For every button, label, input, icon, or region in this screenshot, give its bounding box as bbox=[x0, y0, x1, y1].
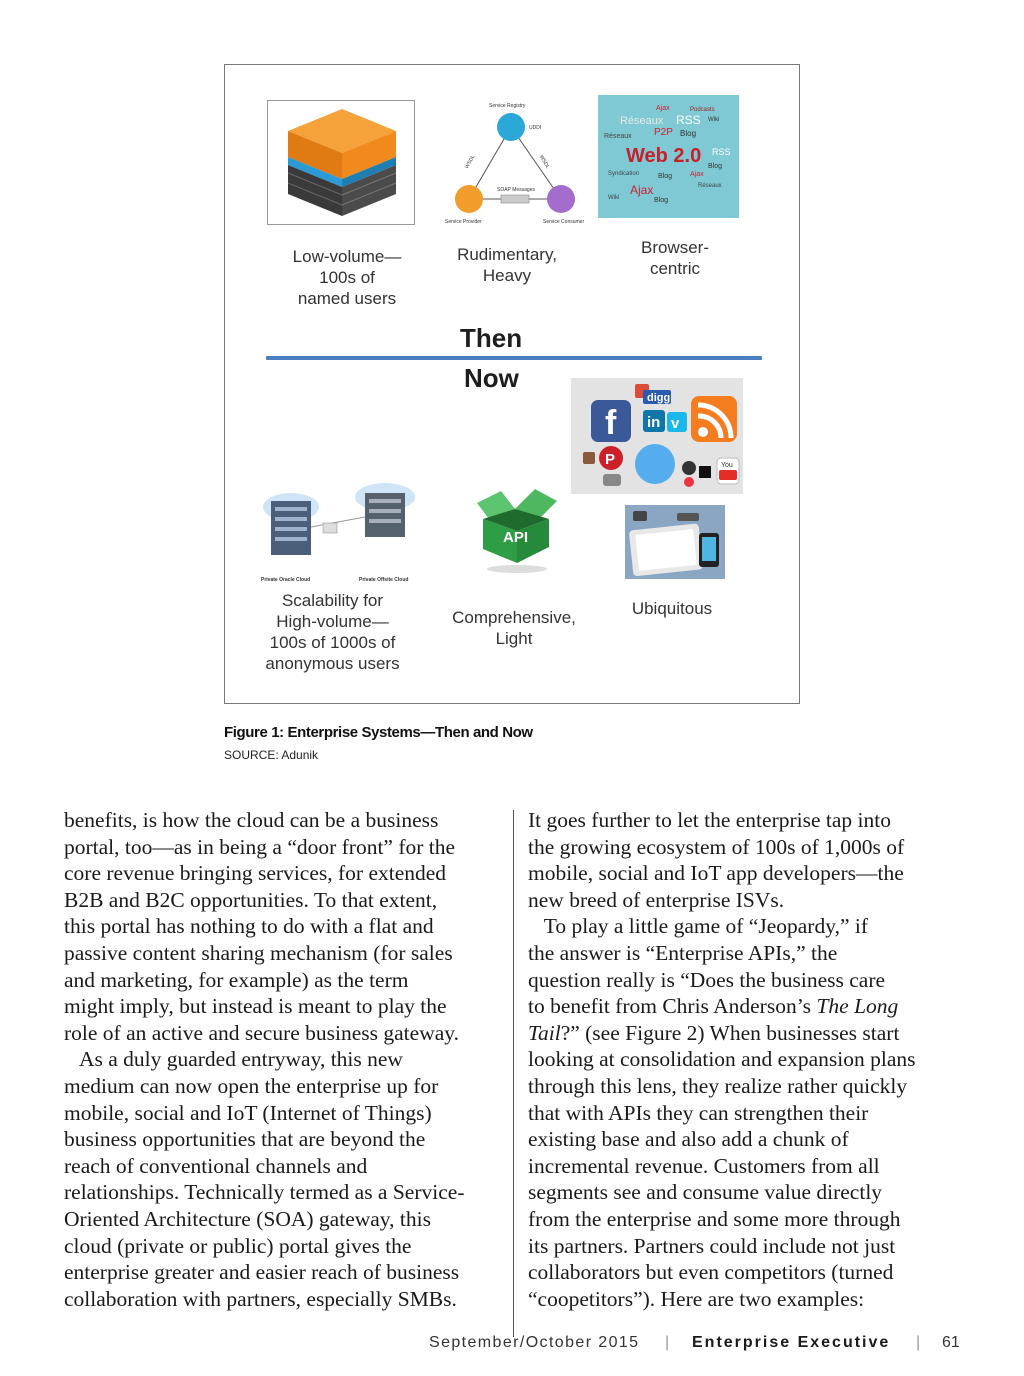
label-scalability: Scalability for High-volume— 100s of 1000s of anonymous users bbox=[265, 591, 400, 673]
footer-separator: | bbox=[916, 1334, 921, 1351]
label-browser-centric: Browser- centric bbox=[640, 238, 709, 278]
paragraph-line: Tail?” (see Figure 2) When businesses start bbox=[528, 1020, 900, 1045]
paragraph-line: business opportunities that are beyond the bbox=[64, 1127, 426, 1152]
soa-wsdl-right-label: WSDL bbox=[538, 154, 551, 170]
paragraph-line: mobile, social and IoT app developers—the bbox=[528, 861, 904, 886]
paragraph-line: question really is “Does the business care bbox=[528, 967, 886, 992]
label-then: Then bbox=[460, 323, 523, 353]
svg-text:f: f bbox=[605, 404, 617, 442]
paragraph-line: portal, too—as in being a “door front” for the bbox=[64, 834, 456, 859]
service-provider-node bbox=[455, 185, 483, 213]
footer-separator: | bbox=[665, 1334, 670, 1351]
label-rudimentary: Rudimentary, Heavy bbox=[457, 245, 557, 285]
private-oracle-cloud-label: Private Oracle Cloud bbox=[261, 577, 311, 583]
footer-issue-date: September/October 2015 bbox=[429, 1334, 640, 1351]
paragraph-line: from the enterprise and some more through bbox=[528, 1206, 901, 1231]
label-comprehensive: Comprehensive, Light bbox=[452, 608, 576, 648]
api-box-image bbox=[465, 485, 565, 575]
soa-provider-label: Service Provider bbox=[445, 219, 482, 225]
social-icons-image bbox=[571, 378, 743, 494]
figure-caption-source: SOURCE: Adunik bbox=[224, 748, 319, 762]
soa-consumer-label: Service Consumer bbox=[543, 219, 585, 225]
paragraph-line: the growing ecosystem of 100s of 1,000s of bbox=[528, 834, 905, 859]
api-box-label: API bbox=[503, 529, 529, 546]
figure-caption-title: Figure 1: Enterprise Systems—Then and Now bbox=[224, 724, 533, 741]
paragraph-line: Oriented Architecture (SOA) gateway, this bbox=[64, 1206, 431, 1231]
web20-wordcloud-image: Ajax Podcasts Réseaux RSS Wiki P2P Blog Réseaux Web 2.0 RSS Blog Syndication Blog Ajax Ajax Réseaux Wiki Blog bbox=[598, 95, 739, 218]
paragraph-line: the answer is “Enterprise APIs,” the bbox=[528, 940, 838, 965]
paragraph-line: It goes further to let the enterprise tap into bbox=[528, 808, 891, 832]
paragraph-line: mobile, social and IoT (Internet of Things) bbox=[64, 1100, 432, 1125]
svg-text:digg: digg bbox=[647, 392, 671, 404]
paragraph-line: its partners. Partners could include not just bbox=[528, 1233, 896, 1258]
article-column-right bbox=[528, 807, 973, 1312]
paragraph-line: relationships. Technically termed as a Service- bbox=[64, 1180, 465, 1205]
paragraph-line: enterprise greater and easier reach of business bbox=[64, 1260, 460, 1285]
svg-text:v: v bbox=[671, 415, 680, 432]
service-consumer-node bbox=[547, 185, 575, 213]
paragraph-line: To play a little game of “Jeopardy,” if bbox=[528, 914, 868, 939]
paragraph-line: and marketing, for example) as the term bbox=[64, 967, 409, 992]
label-ubiquitous: Ubiquitous bbox=[631, 599, 713, 618]
paragraph-line: core revenue bringing services, for extended bbox=[64, 861, 447, 886]
private-offsite-cloud-label: Private Offsite Cloud bbox=[359, 577, 409, 583]
figure-enterprise-systems bbox=[224, 64, 800, 704]
column-divider bbox=[513, 810, 514, 1337]
paragraph-line: existing base and also add a chunk of bbox=[528, 1127, 849, 1152]
soa-wsdl-left-label: WSDL bbox=[464, 154, 477, 170]
paragraph-line: collaborators but even competitors (turned bbox=[528, 1260, 894, 1285]
then-now-divider bbox=[266, 356, 762, 360]
footer-magazine-name: Enterprise Executive bbox=[692, 1334, 891, 1351]
paragraph-line: to benefit from Chris Anderson’s The Long bbox=[528, 994, 899, 1019]
devices-image bbox=[625, 505, 725, 579]
label-low-volume: Low-volume— 100s of named users bbox=[292, 247, 402, 308]
paragraph-line: “coopetitors”). Here are two examples: bbox=[528, 1286, 865, 1311]
paragraph-line: B2B and B2C opportunities. To that extent, bbox=[64, 887, 438, 912]
paragraph-line: As a duly guarded entryway, this new bbox=[64, 1047, 403, 1072]
soa-registry-label: Service Registry bbox=[489, 103, 526, 109]
cloud-servers-image bbox=[255, 483, 435, 593]
web20-title: Web 2.0 bbox=[626, 145, 702, 167]
page-footer bbox=[0, 1334, 1024, 1356]
paragraph-line: through this lens, they realize rather quickly bbox=[528, 1073, 908, 1098]
svg-text:P: P bbox=[605, 451, 616, 468]
paragraph-line: might imply, but instead is meant to play the bbox=[64, 994, 447, 1019]
paragraph-line: segments see and consume value directly bbox=[528, 1180, 883, 1205]
paragraph-line: cloud (private or public) portal gives the bbox=[64, 1233, 412, 1258]
paragraph-line: reach of conventional channels and bbox=[64, 1153, 368, 1178]
paragraph-line: that with APIs they can strengthen their bbox=[528, 1100, 869, 1125]
paragraph-line: role of an active and secure business gateway. bbox=[64, 1020, 459, 1045]
paragraph-line: new breed of enterprise ISVs. bbox=[528, 887, 785, 912]
footer-page-number: 61 bbox=[942, 1334, 960, 1351]
article-column-left bbox=[64, 807, 504, 1312]
book-title-italic: The Long bbox=[816, 994, 899, 1019]
label-now: Now bbox=[464, 363, 519, 393]
paragraph-line: incremental revenue. Customers from all bbox=[528, 1153, 880, 1178]
paragraph-line: medium can now open the enterprise up for bbox=[64, 1073, 439, 1098]
soa-soap-label: SOAP Messages bbox=[497, 187, 535, 193]
stacked-cube-image bbox=[267, 100, 415, 225]
book-title-italic: Tail bbox=[528, 1020, 561, 1045]
svg-text:in: in bbox=[647, 414, 661, 431]
paragraph-line: benefits, is how the cloud can be a business bbox=[64, 808, 439, 832]
svg-text:You: You bbox=[721, 462, 733, 469]
service-registry-node bbox=[497, 113, 525, 141]
paragraph-line: passive content sharing mechanism (for sales bbox=[64, 940, 453, 965]
paragraph-line: looking at consolidation and expansion plans bbox=[528, 1047, 916, 1072]
soa-uddi-label: UDDI bbox=[529, 125, 542, 131]
soa-triangle-diagram bbox=[437, 99, 607, 229]
paragraph-line: this portal has nothing to do with a flat and bbox=[64, 914, 434, 939]
paragraph-line: collaboration with partners, especially SMBs. bbox=[64, 1286, 457, 1311]
